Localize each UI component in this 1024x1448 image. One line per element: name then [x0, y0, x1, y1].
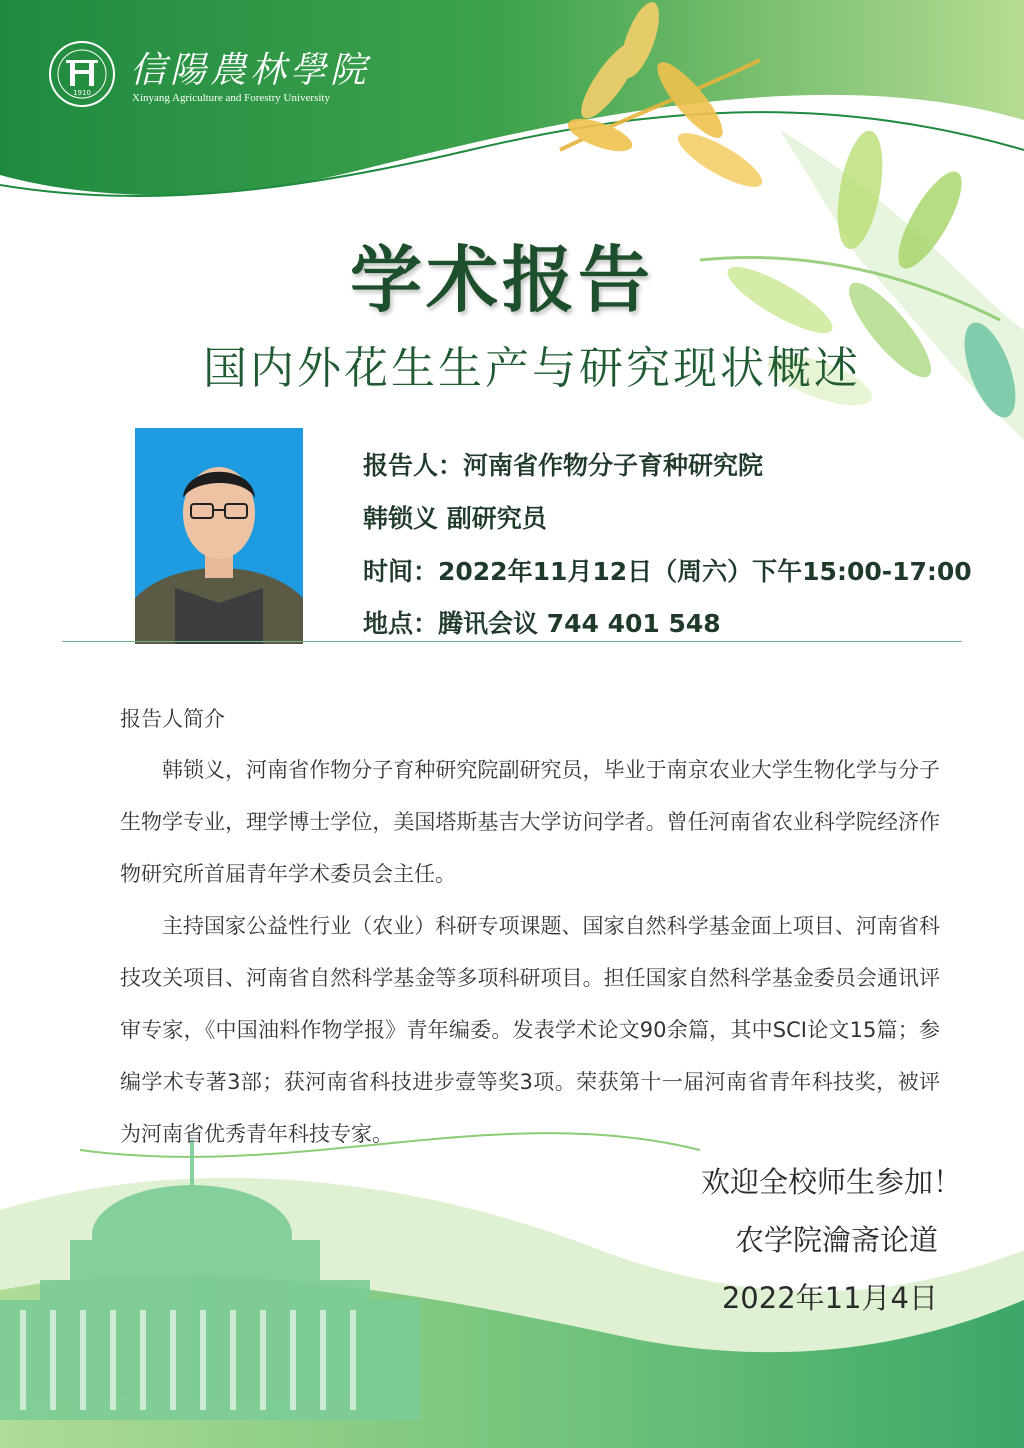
report-time: 时间：2022年11月12日（周六）下午15:00-17:00: [363, 557, 972, 586]
institution-name-en: Xinyang Agriculture and Forestry University: [132, 92, 330, 104]
speaker-photo: [135, 428, 303, 644]
university-seal-icon: [48, 40, 116, 108]
page-title-text: 学术报告: [349, 238, 654, 322]
notice-date: 2022年11月4日: [721, 1281, 938, 1315]
institution-logo: [48, 40, 371, 110]
bio-paragraph: 主持国家公益性行业（农业）科研专项课题、国家自然科学基金面上项目、河南省科技攻关项目、河南省自然科学基金等多项科研项目。担任国家自然科学基金委员会通讯评审专家，《中国油料作物学报》青年编委。发表学术论文90余篇，其中SCI论文15篇；参编学术专著3部；获河南省科技进步壹等奖3项。荣获第十一届河南省青年科技奖，被评为河南省优秀青年科技专家。: [120, 914, 940, 1146]
speaker-bio: [120, 744, 940, 1160]
report-topic: [0, 332, 1024, 396]
welcome-text: 欢迎全校师生参加！: [700, 1165, 962, 1199]
section-divider: [62, 641, 962, 642]
report-topic-text: 国内外花生生产与研究现状概述: [203, 343, 861, 394]
speaker-portrait-icon: [135, 428, 303, 644]
organizer-name: 农学院瀹斋论道: [734, 1223, 938, 1257]
institution-name-cn: 信陽農林學院: [130, 50, 371, 91]
seal-year: 1910: [73, 89, 91, 97]
reporter-affiliation: 报告人：河南省作物分子育种研究院: [363, 451, 764, 480]
page-title: [0, 222, 1024, 326]
bio-heading: 报告人简介: [120, 707, 225, 731]
report-location: 地点：腾讯会议 744 401 548: [363, 609, 721, 638]
bio-paragraph: 韩锁义，河南省作物分子育种研究院副研究员，毕业于南京农业大学生物化学与分子生物学专业，理学博士学位，美国塔斯基吉大学访问学者。曾任河南省农业科学院经济作物研究所首届青年学术委员会主任。: [120, 758, 940, 886]
speaker-name-title: 韩锁义 副研究员: [363, 504, 547, 533]
